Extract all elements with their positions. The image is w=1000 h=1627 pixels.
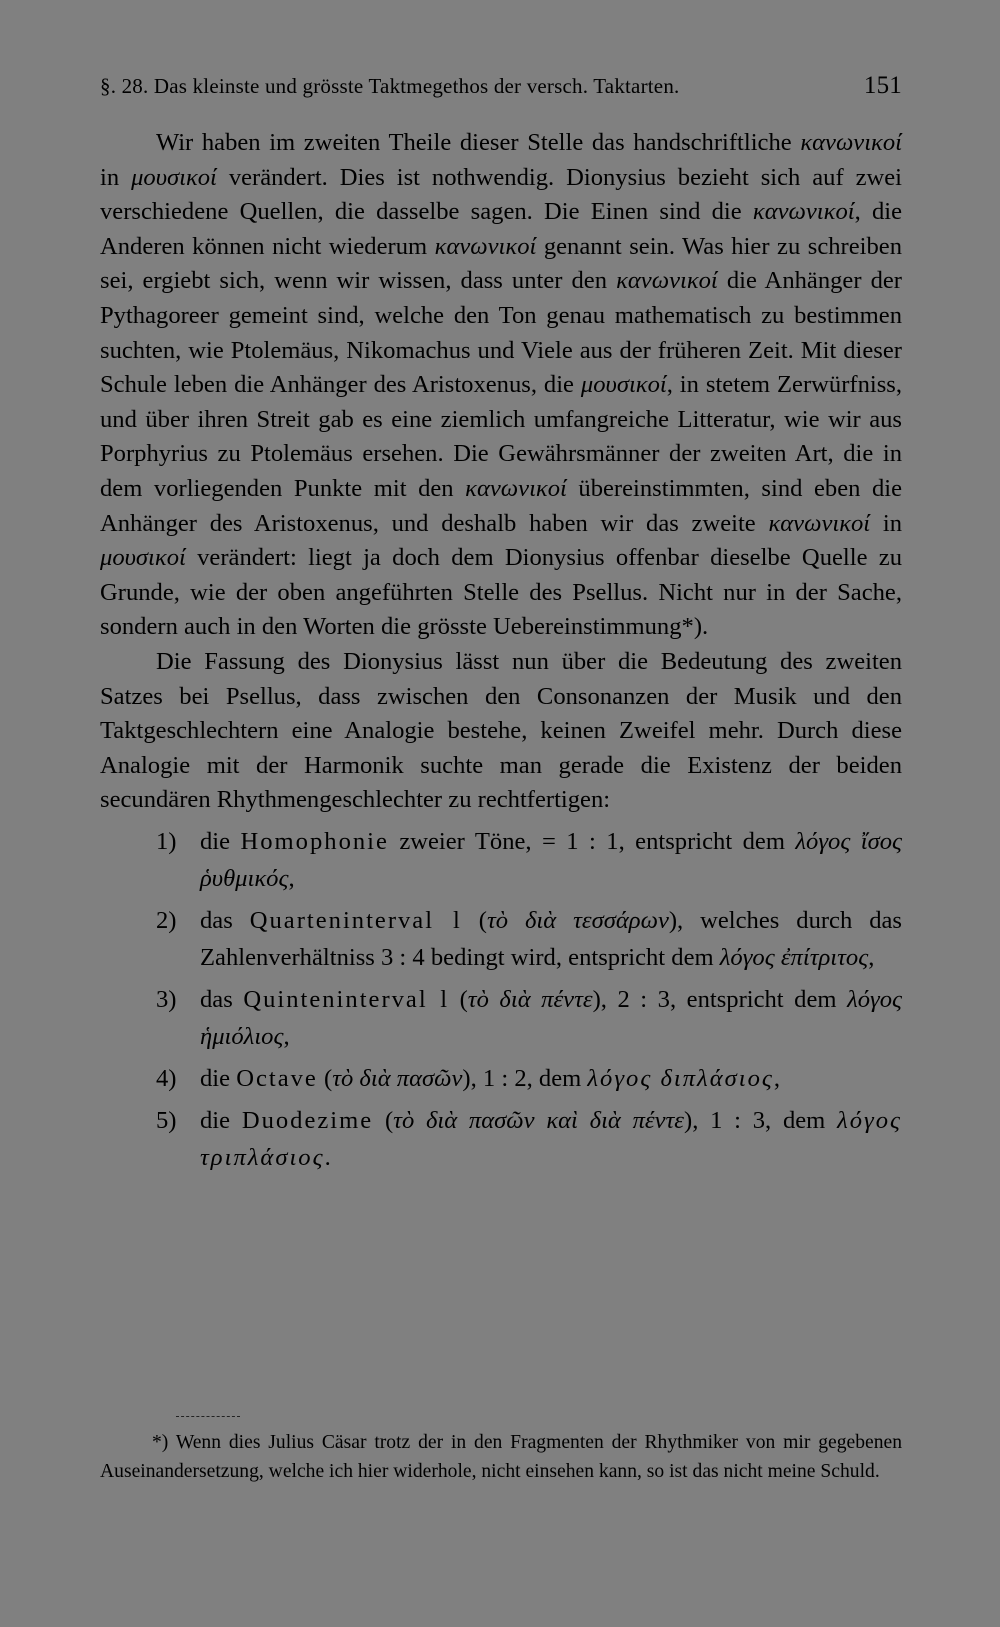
spaced-term: Quinteninterval l: [243, 985, 450, 1013]
greek-term: κανωνικοί: [752, 198, 855, 226]
text-run: übereinstimmten, sind eben die Anhänger des Aristoxenus, und deshalb haben wir das zweite: [100, 474, 903, 537]
greek-term: κανωνικοί: [465, 474, 567, 502]
text-run: ), 2 : 3, entspricht dem: [592, 985, 848, 1013]
list-number: 5): [156, 1106, 177, 1134]
text-run: ), 1 : 3, dem: [684, 1106, 838, 1134]
greek-term: τὸ διὰ πασῶν καὶ διὰ πέντε: [393, 1106, 684, 1134]
greek-term: τὸ διὰ πασῶν: [332, 1064, 463, 1092]
greek-term: λόγος ἐπίτριτος: [719, 943, 869, 971]
greek-term: λόγος διπλάσιος: [587, 1064, 774, 1092]
text-run: verändert. Dies ist nothwendig. Dionysius bezieht sich auf zwei verschiedene Quellen, die dasselbe sagen. Die Einen sind die: [100, 163, 902, 226]
greek-term: μουσικοί: [131, 163, 217, 191]
text-run: die: [200, 827, 241, 855]
text-run: ,: [773, 1064, 781, 1092]
list-number: 1): [156, 827, 177, 855]
text-run: , die Anderen können nicht wiederum: [100, 198, 903, 260]
text-run: die Anhänger der Pythagoreer gemeint sind, welche den Ton genau mathematisch zu bestimmen suchten, wie Ptolemäus, Nikomachus und Viele aus der früheren Zeit. Mit dieser Schule leben die Anhänger des Aristoxenus, die: [100, 267, 902, 399]
consonance-list: [100, 823, 902, 1176]
footnote: *) Wenn dies Julius Cäsar trotz der in den Fragmenten der Rhythmiker von mir gegebenen Auseinandersetzung, welche ich hier widerhole, nicht einsehen kann, so ist das nicht meine Schuld.: [100, 1432, 902, 1482]
greek-term: λόγος ἴσος ῥυθμικός: [200, 827, 902, 892]
greek-term: τὸ διὰ πέντε: [467, 985, 593, 1013]
text-run: (: [373, 1106, 394, 1134]
running-head-title: §. 28. Das kleinste und grösste Taktmegethos der versch. Taktarten.: [100, 74, 680, 98]
greek-term: λόγος τριπλάσιος: [200, 1106, 902, 1171]
text-run: (: [317, 1064, 333, 1092]
paragraph-2: Die Fassung des Dionysius lässt nun über die Bedeutung des zweiten Satzes bei Psellus, dass zwischen den Consonanzen der Musik und den Taktgeschlechtern eine Analogie bestehe, keinen Zweifel mehr. Durch diese Analogie mit der Harmonik suchte man gerade die Existenz der beiden secundären Rhythmengeschlechter zu rechtfertigen:: [100, 647, 902, 814]
text-run: das: [200, 985, 244, 1013]
text-run: zweier Töne, = 1 : 1, entspricht dem: [388, 827, 796, 855]
text-run: die: [200, 1106, 242, 1134]
text-run: ,: [288, 864, 295, 892]
list-number: 4): [156, 1064, 177, 1092]
text-run: ), welches durch das Zahlenverhältniss 3 : 4 bedingt wird, entspricht dem: [200, 906, 902, 971]
footnote-divider: [176, 1416, 240, 1417]
greek-term: κανωνικοί: [434, 232, 537, 260]
text-run: die: [200, 1064, 237, 1092]
spaced-term: Octave: [236, 1064, 318, 1092]
text-run: ), 1 : 2, dem: [462, 1064, 588, 1092]
greek-term: κανωνικοί: [768, 509, 871, 537]
running-head: [100, 72, 902, 104]
text-run: Wir haben im zweiten Theile dieser Stelle das handschriftliche: [156, 129, 801, 156]
greek-term: λόγος ἡμιόλιος: [200, 985, 902, 1050]
list-item: [100, 1102, 902, 1176]
list-item: [100, 1060, 902, 1097]
list-number: 2): [156, 906, 177, 934]
list-item: [100, 981, 902, 1055]
greek-term: μουσικοί: [100, 544, 186, 572]
text-run: , in stetem Zerwürfniss, und über ihren Streit gab es eine ziemlich umfangreiche Litteratur, wie wir aus Porphyrius zu Ptolemäus ersehen. Die Gewährsmänner der zweiten Art, die in dem vorliegenden Punkte mit den: [100, 371, 902, 502]
text-run: (: [461, 906, 487, 934]
text-run: verändert: liegt ja doch dem Dionysius offenbar dieselbe Quelle zu Grunde, wie der oben angeführten Stelle des Psellus. Nicht nur in der Sache, sondern auch in den Worten die grösste Uebereinstimmung*).: [100, 544, 902, 641]
page-number: 151: [863, 72, 902, 99]
text-run: in: [100, 163, 132, 191]
text-run: das: [200, 906, 250, 934]
paragraph-1: [100, 126, 902, 645]
spaced-term: Homophonie: [240, 827, 389, 855]
text-run: genannt sein. Was hier zu schreiben sei, ergiebt sich, wenn wir wissen, dass unter den: [100, 232, 902, 295]
greek-term: τὸ διὰ τεσσάρων: [486, 906, 669, 934]
spaced-term: Duodezime: [241, 1106, 374, 1134]
greek-term: κανωνικοί: [616, 267, 718, 295]
text-run: in: [870, 509, 902, 537]
greek-term: κανωνικοί: [800, 129, 902, 156]
greek-term: μουσικοί: [580, 371, 667, 399]
spaced-term: Quarteninterval l: [249, 906, 462, 934]
text-run: .: [324, 1143, 331, 1171]
text-run: ,: [868, 943, 875, 971]
body-text: [100, 126, 902, 1176]
text-run: ,: [283, 1022, 290, 1050]
text-run: (: [449, 985, 468, 1013]
list-number: 3): [156, 985, 177, 1013]
list-item: [100, 823, 902, 897]
list-item: [100, 902, 902, 976]
